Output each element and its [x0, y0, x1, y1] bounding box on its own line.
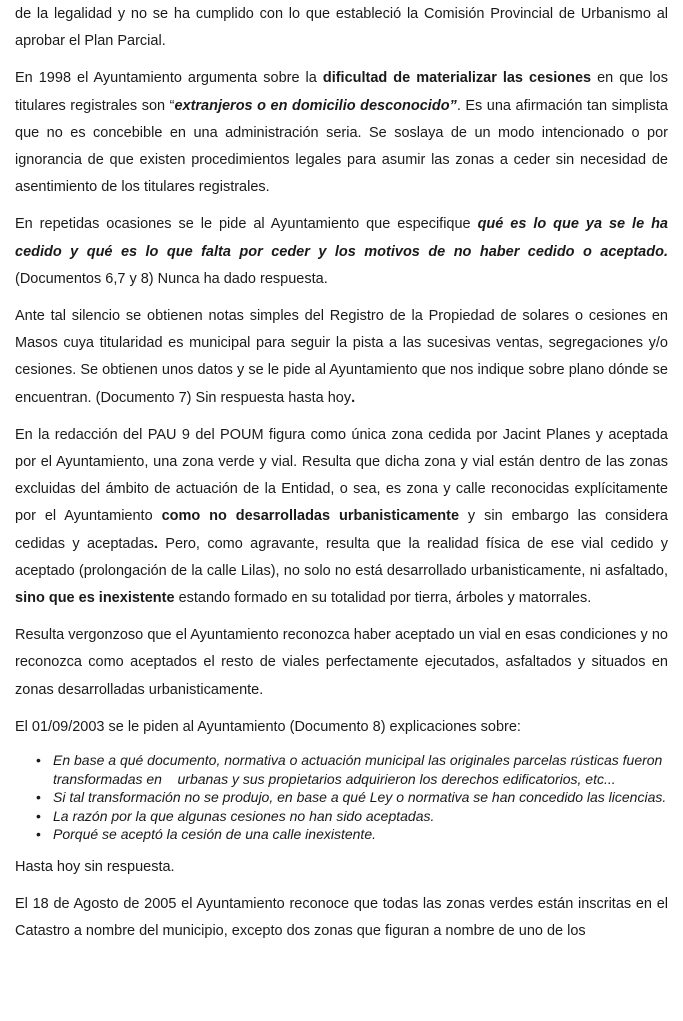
- text-run: Hasta hoy sin respuesta.: [15, 858, 175, 875]
- text-run: En la redacción del PAU 9 del POUM figura como única zona cedida por Jacint Planes y aceptada por el Ayuntamiento, una zona verde y vial. Resulta que dicha zona y vial están dentro de las zonas excluidas del ámbito de actuación de la Entidad, o sea, es zona y calle reconocidas explícitamente por el Ayuntamiento: [15, 426, 668, 525]
- text-run: sino que es inexistente: [15, 590, 175, 607]
- text-run: como no desarrolladas urbanisticamente: [161, 508, 460, 525]
- list-item: • Porqué se aceptó la cesión de una calle inexistente.: [53, 825, 668, 844]
- text-run: extranjeros o en domicilio desconocido”: [174, 97, 457, 114]
- text-run: . Es una afirmación tan simplista que no es concebible en una administración seria. Se soslaya de un modo intencionado o por ignorancia de que existen procedimientos legales para asumir las zonas a ceder sin necesidad de asentimiento de los titulares registrales.: [15, 97, 669, 196]
- text-run: (Documentos 6,7 y 8) Nunca ha dado respuesta.: [15, 270, 328, 287]
- text-run: en que los titulares registrales son “: [15, 70, 668, 114]
- text-run: El 01/09/2003 se le piden al Ayuntamiento (Documento 8) explicaciones sobre:: [15, 718, 521, 735]
- text-run: En repetidas ocasiones se le pide al Ayuntamiento que especifique: [15, 216, 478, 233]
- list-item: • La razón por la que algunas cesiones no han sido aceptadas.: [53, 807, 668, 826]
- paragraph: [15, 211, 668, 293]
- list-item: • Si tal transformación no se produjo, en base a qué Ley o normativa se han concedido las licencias.: [53, 788, 668, 807]
- text-run: estando formado en su totalidad por tierra, árboles y matorrales.: [174, 590, 592, 607]
- text-run: Ante tal silencio se obtienen notas simples del Registro de la Propiedad de solares o cesiones en Masos cuya titularidad es municipal para seguir la pista a las sucesivas ventas, segregaciones y/o cesiones. Se obtienen unos datos y se le pide al Ayuntamiento que nos indique sobre plano dónde se encuentran. (Documento 7) Sin respuesta hasta hoy: [15, 308, 668, 406]
- text-run: El 18 de Agosto de 2005 el Ayuntamiento reconoce que todas las zonas verdes están inscritas en el Catastro a nombre del municipio, excepto dos zonas que figuran a nombre de uno de los: [15, 895, 668, 939]
- paragraph: [15, 714, 668, 741]
- text-run: qué es lo que ya se le ha cedido y qué es lo que falta por ceder y los motivos de no haber cedido o aceptado.: [15, 216, 669, 260]
- paragraph: [15, 422, 668, 612]
- text-run: .: [351, 389, 356, 406]
- paragraph: [15, 1, 668, 55]
- text-run: .: [153, 535, 158, 552]
- list-item: • En base a qué documento, normativa o actuación municipal las originales parcelas rústicas fueron transformadas en urbanas y sus propietarios adquirieron los derechos edificatorios, etc...: [53, 751, 668, 788]
- text-run: y sin embargo las considera cedidas y aceptadas: [15, 508, 668, 552]
- paragraph: [15, 65, 668, 201]
- text-run: dificultad de materializar las cesiones: [322, 70, 592, 87]
- text-run: En 1998 el Ayuntamiento argumenta sobre la: [15, 70, 323, 87]
- paragraph: [15, 622, 668, 704]
- paragraph: [15, 854, 668, 881]
- text-run: Pero, como agravante, resulta que la realidad física de ese vial cedido y aceptado (prolongación de la calle Lilas), no solo no está desarrollado urbanisticamente, ni asfaltado,: [15, 535, 669, 579]
- text-run: de la legalidad y no se ha cumplido con lo que estableció la Comisión Provincial de Urbanismo al aprobar el Plan Parcial.: [15, 6, 668, 50]
- paragraph: [15, 303, 668, 412]
- bullet-list: [15, 751, 668, 844]
- paragraph: [15, 891, 668, 945]
- text-run: Resulta vergonzoso que el Ayuntamiento reconozca haber aceptado un vial en esas condiciones y no reconozca como aceptados el resto de viales perfectamente ejecutados, asfaltados y situados en zonas desarrolladas urbanisticamente.: [15, 627, 668, 698]
